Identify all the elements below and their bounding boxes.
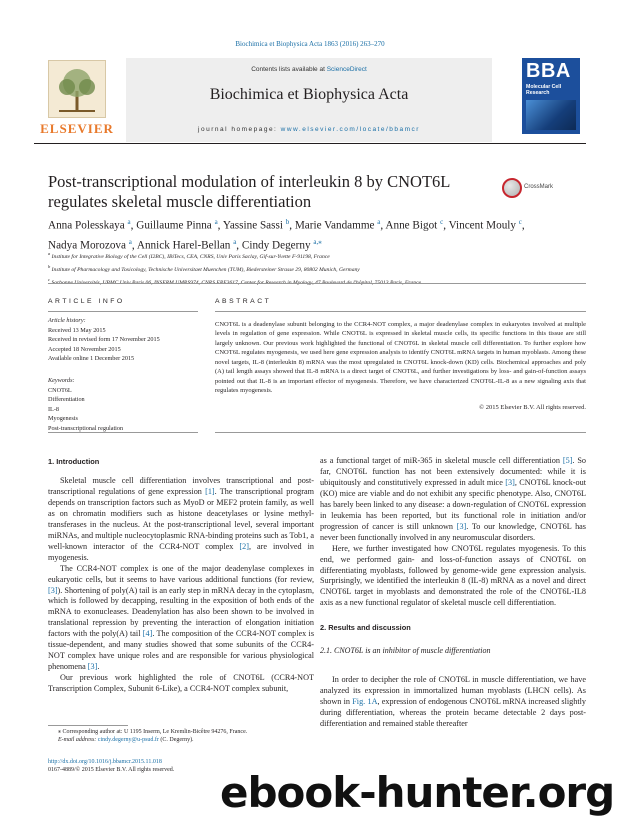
body-right-column <box>320 456 586 730</box>
body-paragraph: Our previous work highlighted the role of CNOT6L (CCR4-NOT Transcription Complex, Subunit 6-Like), a CCR4-NOT complex subunit, <box>48 673 314 694</box>
body-paragraph: as a functional target of miR-365 in skeletal muscle cell differentiation [5]. So far, CNOT6L function has not been extensively documented: while it is ubiquitously and constitutively expressed in adult mice [3], CNOT6L knock-out (KO) mice are viable and do not exhibit any specific phenotype. Also, CNOT6L has barely been linked to any disease: a down-regulation of CNOT6L expression in leukemia has been reported, but its functional role in initiation and/or progression of cancer is still unknown [3]. To our knowledge, CNOT6L has never been functionally involved in any neuromuscular disorders. <box>320 456 587 542</box>
crossmark-icon <box>502 178 522 198</box>
author-affiliation-marker[interactable]: b <box>285 218 290 226</box>
sciencedirect-link[interactable]: ScienceDirect <box>326 66 367 73</box>
author-name: Cindy Degerny <box>241 239 311 252</box>
doi-link[interactable]: http://dx.doi.org/10.1016/j.bbamcr.2015.11.018 <box>48 759 162 765</box>
contents-available-line <box>126 66 492 73</box>
header-divider <box>48 283 586 284</box>
affiliation-marker: b <box>48 263 51 269</box>
author-line-1: Anna Polesskaya $^a$, Guillaume Pinna $^a$, Yassine Sassi $^b$, Marie Vandamme $^a$, Anne Bigot $^c$, Vincent Mouly $^c$, <box>48 218 525 232</box>
citation-link[interactable]: [3] <box>505 477 515 487</box>
author-name: Annick Harel-Bellan <box>136 239 231 252</box>
author-affiliation-marker[interactable]: a <box>128 237 132 246</box>
citation-link[interactable]: Fig. 1A <box>352 697 378 707</box>
affiliation-text: Institute for Integrative Biology of the Cell (I2BC), IBiTecs, CEA, CNRS, Univ Paris Saclay, Gif-sur-Yvette F-91198, France <box>51 253 330 260</box>
journal-masthead <box>34 58 586 142</box>
author-email-link[interactable]: cindy.degerny@u-psud.fr <box>97 737 159 743</box>
section-heading-results: 2. Results and discussion <box>320 623 411 633</box>
keyword: Myogenesis <box>48 415 78 422</box>
homepage-prefix: journal homepage: <box>198 126 281 133</box>
watermark-text: ebook-hunter.org <box>220 768 615 817</box>
author-affiliation-marker[interactable]: c <box>440 218 444 226</box>
article-history <box>48 316 208 364</box>
author-affiliation-marker[interactable]: a <box>377 218 381 226</box>
body-paragraph: Skeletal muscle cell differentiation involves transcriptional and post-transcriptional regulations of gene expression [1]. The transcriptional program depends on transcription factors such as MyoD or MEF2 protein family, as well as on chromatin modifiers such as histone deacetylases or lysine methyl-transferases in the nucleus. At the post-transcriptional level, several important miRNAs, and multiple nucleocytoplasmic RNA-binding proteins such as Tob1, a well-known interactor of the CCR4-NOT complex [2], are involved in myogenesis. <box>48 476 315 562</box>
history-item: Accepted 18 November 2015 <box>48 345 121 353</box>
history-item: Available online 1 December 2015 <box>48 355 135 362</box>
cover-image <box>526 100 576 130</box>
footnote-marker: ⁎ <box>58 729 61 735</box>
section-heading-introduction: 1. Introduction <box>48 457 100 466</box>
footnote-text: Corresponding author at: U 1195 Inserm, Le Kremlin-Bicêtre 94276, France. <box>62 729 248 735</box>
abstract-heading: ABSTRACT <box>215 298 272 305</box>
history-item: Received 13 May 2015 <box>48 326 106 334</box>
journal-name: Biochimica et Biophysica Acta <box>209 86 409 103</box>
affiliation-marker: c <box>48 276 50 282</box>
cover-subtitle: Molecular Cell Research <box>526 84 562 96</box>
author-affiliation-marker[interactable]: a <box>233 237 237 246</box>
journal-info-box <box>126 58 492 142</box>
journal-cover-thumbnail[interactable] <box>522 58 580 134</box>
affiliation <box>48 275 588 288</box>
cover-title: BBA <box>526 60 571 82</box>
citation-link[interactable]: [5] <box>562 456 573 465</box>
keyword: CNOT6L <box>48 386 72 394</box>
running-head-journal-citation[interactable]: Biochimica et Biophysica Acta 1863 (2016) 263–270 <box>235 40 385 48</box>
article-title: Post-transcriptional modulation of interleukin 8 by CNOT6L regulates skeletal muscle differentiation <box>48 172 450 211</box>
info-bottom-divider <box>48 432 198 433</box>
author-name: Nadya Morozova <box>48 239 126 252</box>
history-item: Received in revised form 17 November 2015 <box>48 336 160 343</box>
article-info-divider <box>48 311 198 312</box>
abstract-divider <box>215 311 586 312</box>
citation-link[interactable]: [3] <box>48 585 58 595</box>
affiliation <box>48 262 588 275</box>
body-paragraph: In order to decipher the role of CNOT6L in muscle differentiation, we have analyzed its expression in immortalized human myoblasts (LHCN cells). As shown in Fig. 1A, expression of endogenous CNOT6L mRNA increased slightly during differentiation, whereas the protein became detectable 2 days post-differentiation and remained stable thereafter <box>320 675 586 729</box>
crossmark-label: CrossMark <box>524 184 554 190</box>
author-affiliation-marker[interactable]: a <box>127 218 131 226</box>
affiliation-list <box>48 249 588 288</box>
issn-line: 0167-4889/© 2015 Elsevier B.V. All rights reserved. <box>48 767 175 773</box>
body-paragraph: The CCR4-NOT complex is one of the major deadenylase complexes in eukaryotic cells, but it seems to have various additional functions (for review, [3]). Shortening of poly(A) tail is an early step in mRNA decay in the cytoplasm, which is followed by decapping, resulting in the exposition of both ends of the mRNA to exonucleases. Deadenylation has also been shown to be involved in translational repression by preventing the interaction of elongation initiation factors with the poly(A) tail [4]. The composition of the CCR4-NOT complex is tissue-dependent, and many studies showed that some subunits of the CCR4-NOT complex have unique roles and are responsible for various physiological phenomena [3]. <box>48 563 315 672</box>
elsevier-tree-icon <box>48 60 106 118</box>
article-info-heading: ARTICLE INFO <box>48 298 125 305</box>
history-label: Article history: <box>48 317 86 324</box>
citation-link[interactable]: [4] <box>142 629 153 639</box>
body-paragraph: Here, we further investigated how CNOT6L regulates myogenesis. To this end, we performed gain- and loss-of-function assays of CNOT6L on differentiating myoblasts, followed by genome-wide gene expression analysis. Surprisingly, we identified the interleukin 8 (IL-8) mRNA as a novel and direct CNOT6L target in myoblasts and demonstrated the role of the CNOT6L-IL8 axis as a new functional regulator of skeletal muscle cell differentiation. <box>320 543 586 608</box>
keywords <box>48 376 208 433</box>
crossmark-badge[interactable] <box>502 178 582 200</box>
footnote-divider <box>48 725 128 726</box>
homepage-link[interactable]: www.elsevier.com/locate/bbamcr <box>280 126 420 133</box>
abstract-copyright: © 2015 Elsevier B.V. All rights reserved. <box>479 404 586 411</box>
author-list <box>48 214 588 253</box>
citation-link[interactable]: [2] <box>239 541 249 551</box>
subsection-heading: 2.1. CNOT6L is an inhibitor of muscle differentiation <box>320 646 491 656</box>
elsevier-wordmark: ELSEVIER <box>40 121 114 136</box>
author-line-2: Nadya Morozova $^a$, Annick Harel-Bellan $^a$, Cindy Degerny $^{a,⁎}$ <box>48 237 322 252</box>
keyword: Post-transcriptional regulation <box>48 424 124 432</box>
author-name: Marie Vandamme <box>294 219 375 232</box>
affiliation-text: Institute of Pharmacology and Toxicology, Technische Universitaet Muenchen (TUM), Biedersteiner Strasse 29, 80802 Munich, Germany <box>51 266 360 273</box>
abstract-text: CNOT6L is a deadenylase subunit belonging to the CCR4-NOT complex, a major deadenylase complex in eukaryotes involved at multiple levels in regulation of gene expression. While CNOT6L is expressed in skeletal muscle cells, its specific functions in this tissue are still largely unknown. Our previous work highlighted the functional of CNOT6L in skeletal muscle cell differentiation. To further explore how CNOT6L regulates myogenesis, we used here gene expression analysis to identify CNOT6L mRNA targets in human myoblasts. Among these novel targets, IL-8 (interleukin 8) mRNA was the most upregulated in CNOT6L knock-down (KD) cells. Biochemical approaches and poly (A) tail length assays showed that IL-8 mRNA is a direct target of CNOT6L, and further investigations by loss- and gain-of-function assays pointed out that IL-8 is an important effector of myogenesis. Therefore, we have characterized CNOT6L-IL-8 as a new signaling axis that regulates myogenesis. <box>215 321 586 395</box>
author-name: Guillaume Pinna <box>136 219 212 232</box>
citation-link[interactable]: [3] <box>87 662 98 672</box>
left-column-paragraphs <box>48 476 314 695</box>
keyword: IL-8 <box>48 405 59 413</box>
author-affiliation-marker[interactable]: a <box>214 218 218 226</box>
watermark <box>220 768 620 827</box>
author-name: Yassine Sassi <box>222 219 283 232</box>
abstract-bottom-divider <box>215 432 586 433</box>
email-suffix: (C. Degerny). <box>158 737 194 743</box>
email-label: E-mail address: <box>58 737 98 743</box>
elsevier-logo[interactable] <box>34 58 120 142</box>
keyword: Differentiation <box>48 396 85 403</box>
affiliation-marker: a <box>48 251 51 256</box>
author-name: Anna Polesskaya <box>48 219 125 232</box>
journal-homepage-line <box>126 126 492 133</box>
citation-link[interactable]: [3] <box>456 521 467 531</box>
citation-link[interactable]: [1] <box>205 486 215 496</box>
author-name: Vincent Mouly <box>448 219 516 232</box>
corresponding-author-footnote <box>58 728 318 744</box>
contents-prefix: Contents lists available at <box>251 66 327 73</box>
keywords-label: Keywords: <box>48 377 75 384</box>
author-affiliation-marker[interactable]: c <box>518 218 522 226</box>
author-affiliation-marker[interactable]: a,⁎ <box>313 237 322 246</box>
masthead-divider <box>34 143 586 144</box>
affiliation <box>48 249 588 262</box>
author-name: Anne Bigot <box>385 219 438 232</box>
